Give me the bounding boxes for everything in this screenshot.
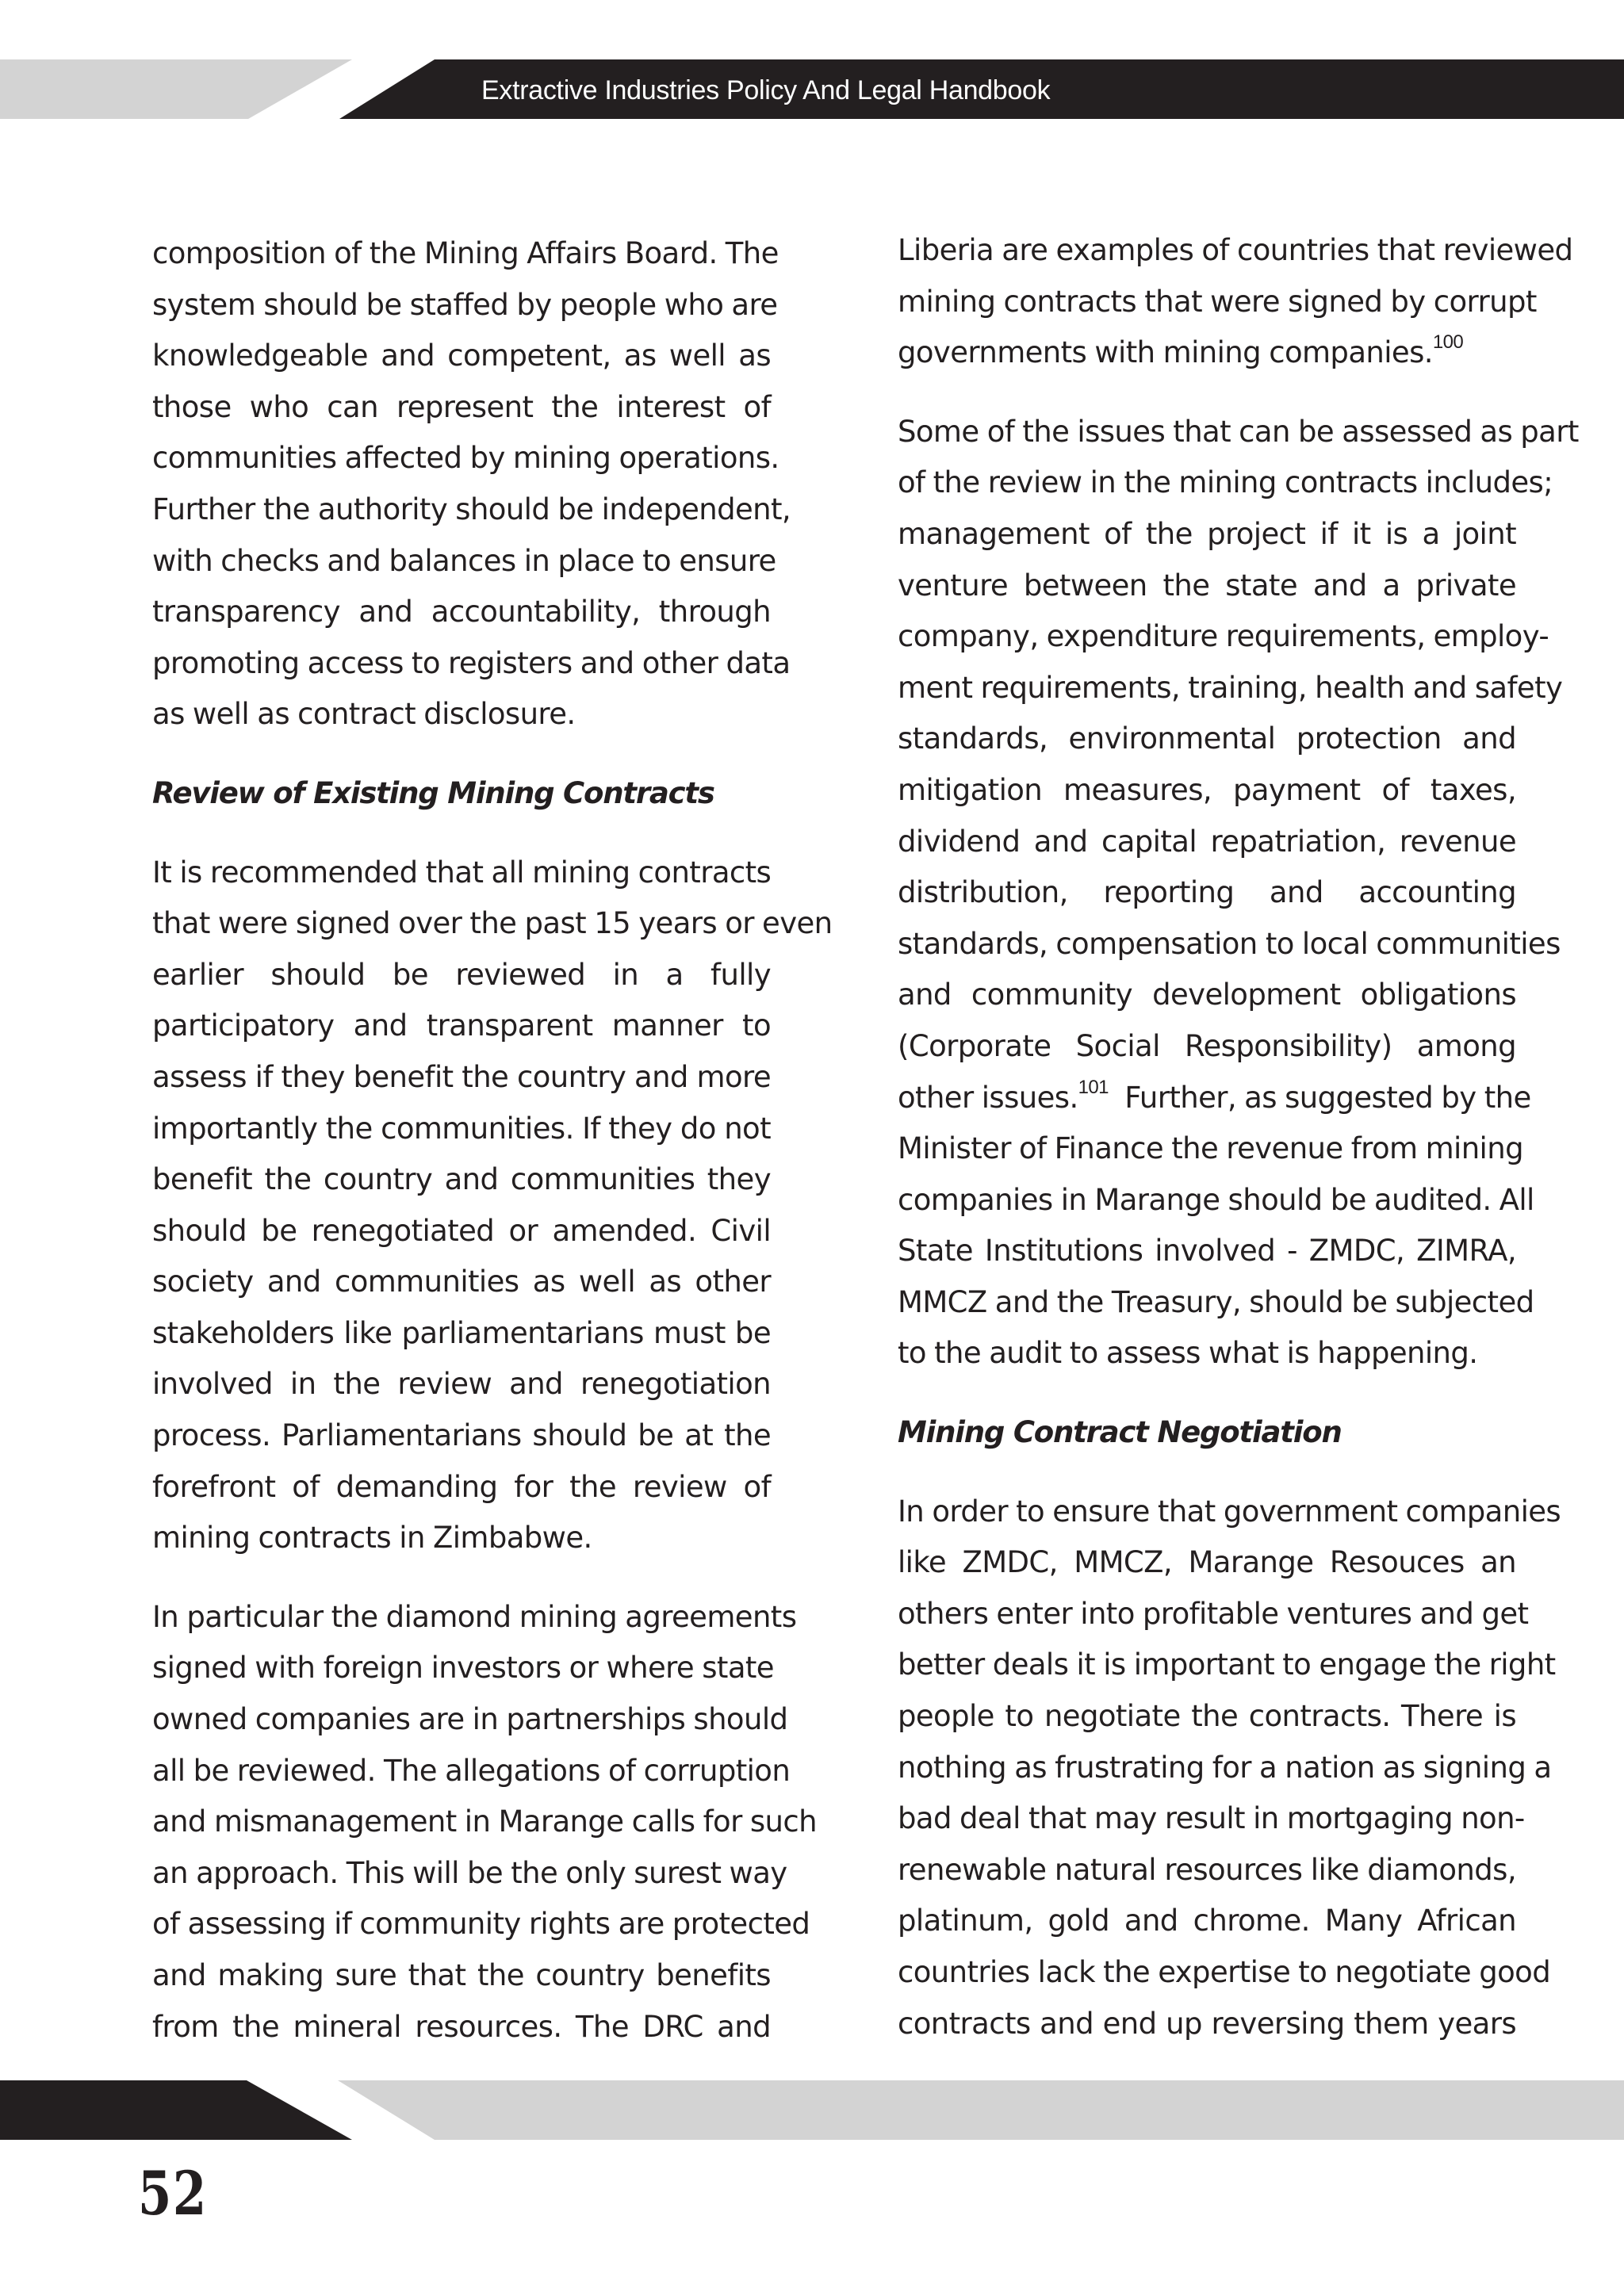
text-line <box>898 919 1561 970</box>
footer-light-shape <box>338 2080 1624 2140</box>
text-line <box>152 331 771 382</box>
line-text: process. Parliamentarians should be at the <box>152 1418 771 1453</box>
text-line <box>898 765 1516 817</box>
text-line <box>152 1746 791 1797</box>
line-text: with checks and balances in place to ensure <box>152 543 776 578</box>
line-text: better deals it is important to engage the right <box>898 1647 1556 1682</box>
line-text: as well as contract disclosure. <box>152 697 576 732</box>
line-text: from the mineral resources. The DRC and <box>152 2009 771 2044</box>
text-line <box>898 277 1537 328</box>
text-line <box>898 1845 1516 1896</box>
section-heading: Review of Existing Mining Contracts <box>152 775 714 810</box>
text-line <box>152 1643 774 1694</box>
line-text: and mismanagement in Marange calls for such <box>152 1804 817 1839</box>
line-text: Liberia are examples of countries that reviewed <box>898 233 1573 267</box>
line-text: Further the authority should be independent, <box>152 492 791 526</box>
line-text: management of the project if it is a joint <box>898 516 1516 551</box>
line-text: venture between the state and a private <box>898 568 1516 603</box>
line-text: It is recommended that all mining contracts <box>152 855 772 890</box>
text-line <box>898 663 1563 714</box>
line-text: an approach. This will be the only surest way <box>152 1855 787 1890</box>
line-text: and community development obligations <box>898 978 1516 1012</box>
text-line <box>152 280 778 331</box>
text-line <box>152 484 791 536</box>
text-line <box>152 1206 771 1257</box>
text-line <box>152 1052 771 1104</box>
text-line <box>898 1328 1516 1380</box>
paragraph <box>152 1592 817 2053</box>
text-line <box>898 1073 1531 1124</box>
line-text: forefront of demanding for the review of <box>152 1469 771 1504</box>
text-line <box>152 382 771 434</box>
text-line <box>898 1640 1556 1691</box>
line-text: other issues. <box>898 1080 1078 1115</box>
line-text: company, expenditure requirements, employ- <box>898 619 1549 654</box>
line-text: distribution, reporting and accounting <box>898 875 1516 910</box>
paragraph <box>898 407 1579 1380</box>
footer-dark-shape <box>0 2080 352 2140</box>
text-line <box>898 225 1573 277</box>
line-text: mitigation measures, payment of taxes, <box>898 772 1516 807</box>
text-line <box>898 1999 1516 2050</box>
text-line <box>152 689 771 740</box>
text-line <box>898 611 1549 663</box>
page-number: 52 <box>138 2158 208 2229</box>
line-text: transparency and accountability, through <box>152 595 771 629</box>
line-text: In order to ensure that government companies <box>898 1494 1561 1529</box>
text-line <box>898 1896 1516 1947</box>
line-text: knowledgeable and competent, as well as <box>152 339 771 373</box>
line-text: companies in Marange should be audited. All <box>898 1182 1534 1217</box>
line-text: standards, compensation to local communities <box>898 926 1561 961</box>
line-text: bad deal that may result in mortgaging non- <box>898 1801 1525 1836</box>
text-line <box>152 1899 810 1950</box>
line-text: people to negotiate the contracts. There is <box>898 1699 1516 1734</box>
text-line <box>152 536 776 587</box>
line-text: of the review in the mining contracts includes; <box>898 465 1553 500</box>
line-text: those who can represent the interest of <box>152 389 771 424</box>
text-line <box>898 1589 1529 1640</box>
line-text: participatory and transparent manner to <box>152 1008 771 1043</box>
text-line <box>898 1743 1552 1794</box>
line-text: renewable natural resources like diamonds, <box>898 1852 1516 1887</box>
text-line <box>152 1104 771 1155</box>
text-line <box>898 561 1516 612</box>
line-text: contracts and end up reversing them years <box>898 2006 1516 2041</box>
line-text: (Corporate Social Responsibility) among <box>898 1028 1516 1063</box>
text-line <box>152 433 779 484</box>
line-text: involved in the review and renegotiation <box>152 1367 771 1402</box>
text-line <box>152 898 833 950</box>
text-line <box>152 1154 771 1206</box>
line-text: mining contracts in Zimbabwe. <box>152 1521 592 1556</box>
paragraph <box>152 848 833 1564</box>
line-text: State Institutions involved - ZMDC, ZIMRA, <box>898 1234 1516 1269</box>
line-text: Minister of Finance the revenue from mining <box>898 1131 1523 1166</box>
line-text: Some of the issues that can be assessed as part <box>898 414 1579 449</box>
text-line <box>152 1359 771 1410</box>
text-line <box>898 509 1516 561</box>
text-line <box>898 1277 1534 1329</box>
line-text: society and communities as well as other <box>152 1265 771 1299</box>
text-line <box>152 1410 771 1462</box>
line-text: In particular the diamond mining agreements <box>152 1599 797 1634</box>
line-text: signed with foreign investors or where state <box>152 1651 774 1686</box>
text-line <box>152 587 771 638</box>
text-line <box>152 2002 771 2053</box>
line-text: benefit the country and communities they <box>152 1162 771 1197</box>
text-line <box>898 1226 1516 1277</box>
line-text: that were signed over the past 15 years or even <box>152 906 833 941</box>
text-line <box>152 950 771 1001</box>
paragraph <box>898 1487 1561 2050</box>
text-line <box>152 1462 771 1513</box>
line-text: standards, environmental protection and <box>898 721 1516 756</box>
left-text-column <box>152 228 833 2080</box>
line-text: ment requirements, training, health and safety <box>898 670 1563 705</box>
text-line <box>152 1257 771 1308</box>
line-text: nothing as frustrating for a nation as signing a <box>898 1750 1552 1785</box>
text-line <box>152 848 771 899</box>
text-line <box>898 1793 1525 1845</box>
text-line <box>152 638 791 690</box>
footnote-reference: 100 <box>1432 331 1464 354</box>
text-line <box>152 1694 788 1746</box>
right-text-column <box>898 225 1579 2077</box>
text-line <box>898 817 1516 868</box>
paragraph <box>898 225 1573 379</box>
text-line <box>898 1947 1551 1999</box>
line-text: and making sure that the country benefits <box>152 1958 771 1992</box>
line-text: importantly the communities. If they do not <box>152 1111 771 1146</box>
text-line <box>898 407 1579 458</box>
text-line <box>152 1592 797 1644</box>
text-line <box>898 327 1516 379</box>
line-text: dividend and capital repatriation, revenue <box>898 824 1516 859</box>
text-line <box>152 1950 771 2002</box>
footnote-reference: 101 <box>1078 1076 1109 1098</box>
running-header-title: Extractive Industries Policy And Legal Handbook <box>481 75 1051 105</box>
header-light-shape <box>0 59 352 119</box>
line-text: others enter into profitable ventures and get <box>898 1596 1529 1631</box>
text-line <box>898 1175 1534 1226</box>
text-line <box>898 1123 1523 1175</box>
footer-banner <box>0 2080 1624 2140</box>
text-line <box>898 1537 1516 1589</box>
text-line <box>152 1308 771 1360</box>
line-text: mining contracts that were signed by corrupt <box>898 284 1537 319</box>
text-line <box>152 1001 771 1052</box>
text-line <box>898 714 1516 765</box>
line-text: should be renegotiated or amended. Civil <box>152 1213 771 1248</box>
line-text-continued: Further, as suggested by the <box>1108 1080 1531 1115</box>
text-line <box>898 1691 1516 1743</box>
line-text: earlier should be reviewed in a fully <box>152 957 771 992</box>
line-text: owned companies are in partnerships should <box>152 1702 788 1737</box>
line-text: composition of the Mining Affairs Board. The <box>152 236 779 270</box>
line-text: to the audit to assess what is happening. <box>898 1336 1478 1371</box>
text-line <box>152 228 779 280</box>
text-line <box>898 867 1516 919</box>
text-line <box>152 1848 787 1900</box>
footer-banner-shapes <box>0 2080 1624 2140</box>
line-text: MMCZ and the Treasury, should be subjected <box>898 1284 1534 1319</box>
line-text: platinum, gold and chrome. Many African <box>898 1904 1516 1938</box>
text-line <box>898 1021 1516 1073</box>
line-text: system should be staffed by people who are <box>152 287 778 322</box>
line-text: countries lack the expertise to negotiate good <box>898 1955 1551 1989</box>
line-text: assess if they benefit the country and more <box>152 1059 771 1094</box>
text-line <box>898 457 1553 509</box>
text-line <box>898 970 1516 1021</box>
line-text: governments with mining companies. <box>898 335 1433 370</box>
line-text: stakeholders like parliamentarians must be <box>152 1315 771 1350</box>
text-line <box>152 1513 771 1564</box>
line-text: all be reviewed. The allegations of corruption <box>152 1753 791 1788</box>
text-line <box>152 1797 817 1848</box>
line-text: of assessing if community rights are protected <box>152 1907 810 1942</box>
line-text: promoting access to registers and other data <box>152 645 791 680</box>
line-text: like ZMDC, MMCZ, Marange Resouces an <box>898 1545 1516 1580</box>
paragraph <box>152 228 791 740</box>
text-line <box>898 1487 1561 1538</box>
line-text: communities affected by mining operations. <box>152 441 779 476</box>
section-heading: Mining Contract Negotiation <box>898 1415 1342 1450</box>
